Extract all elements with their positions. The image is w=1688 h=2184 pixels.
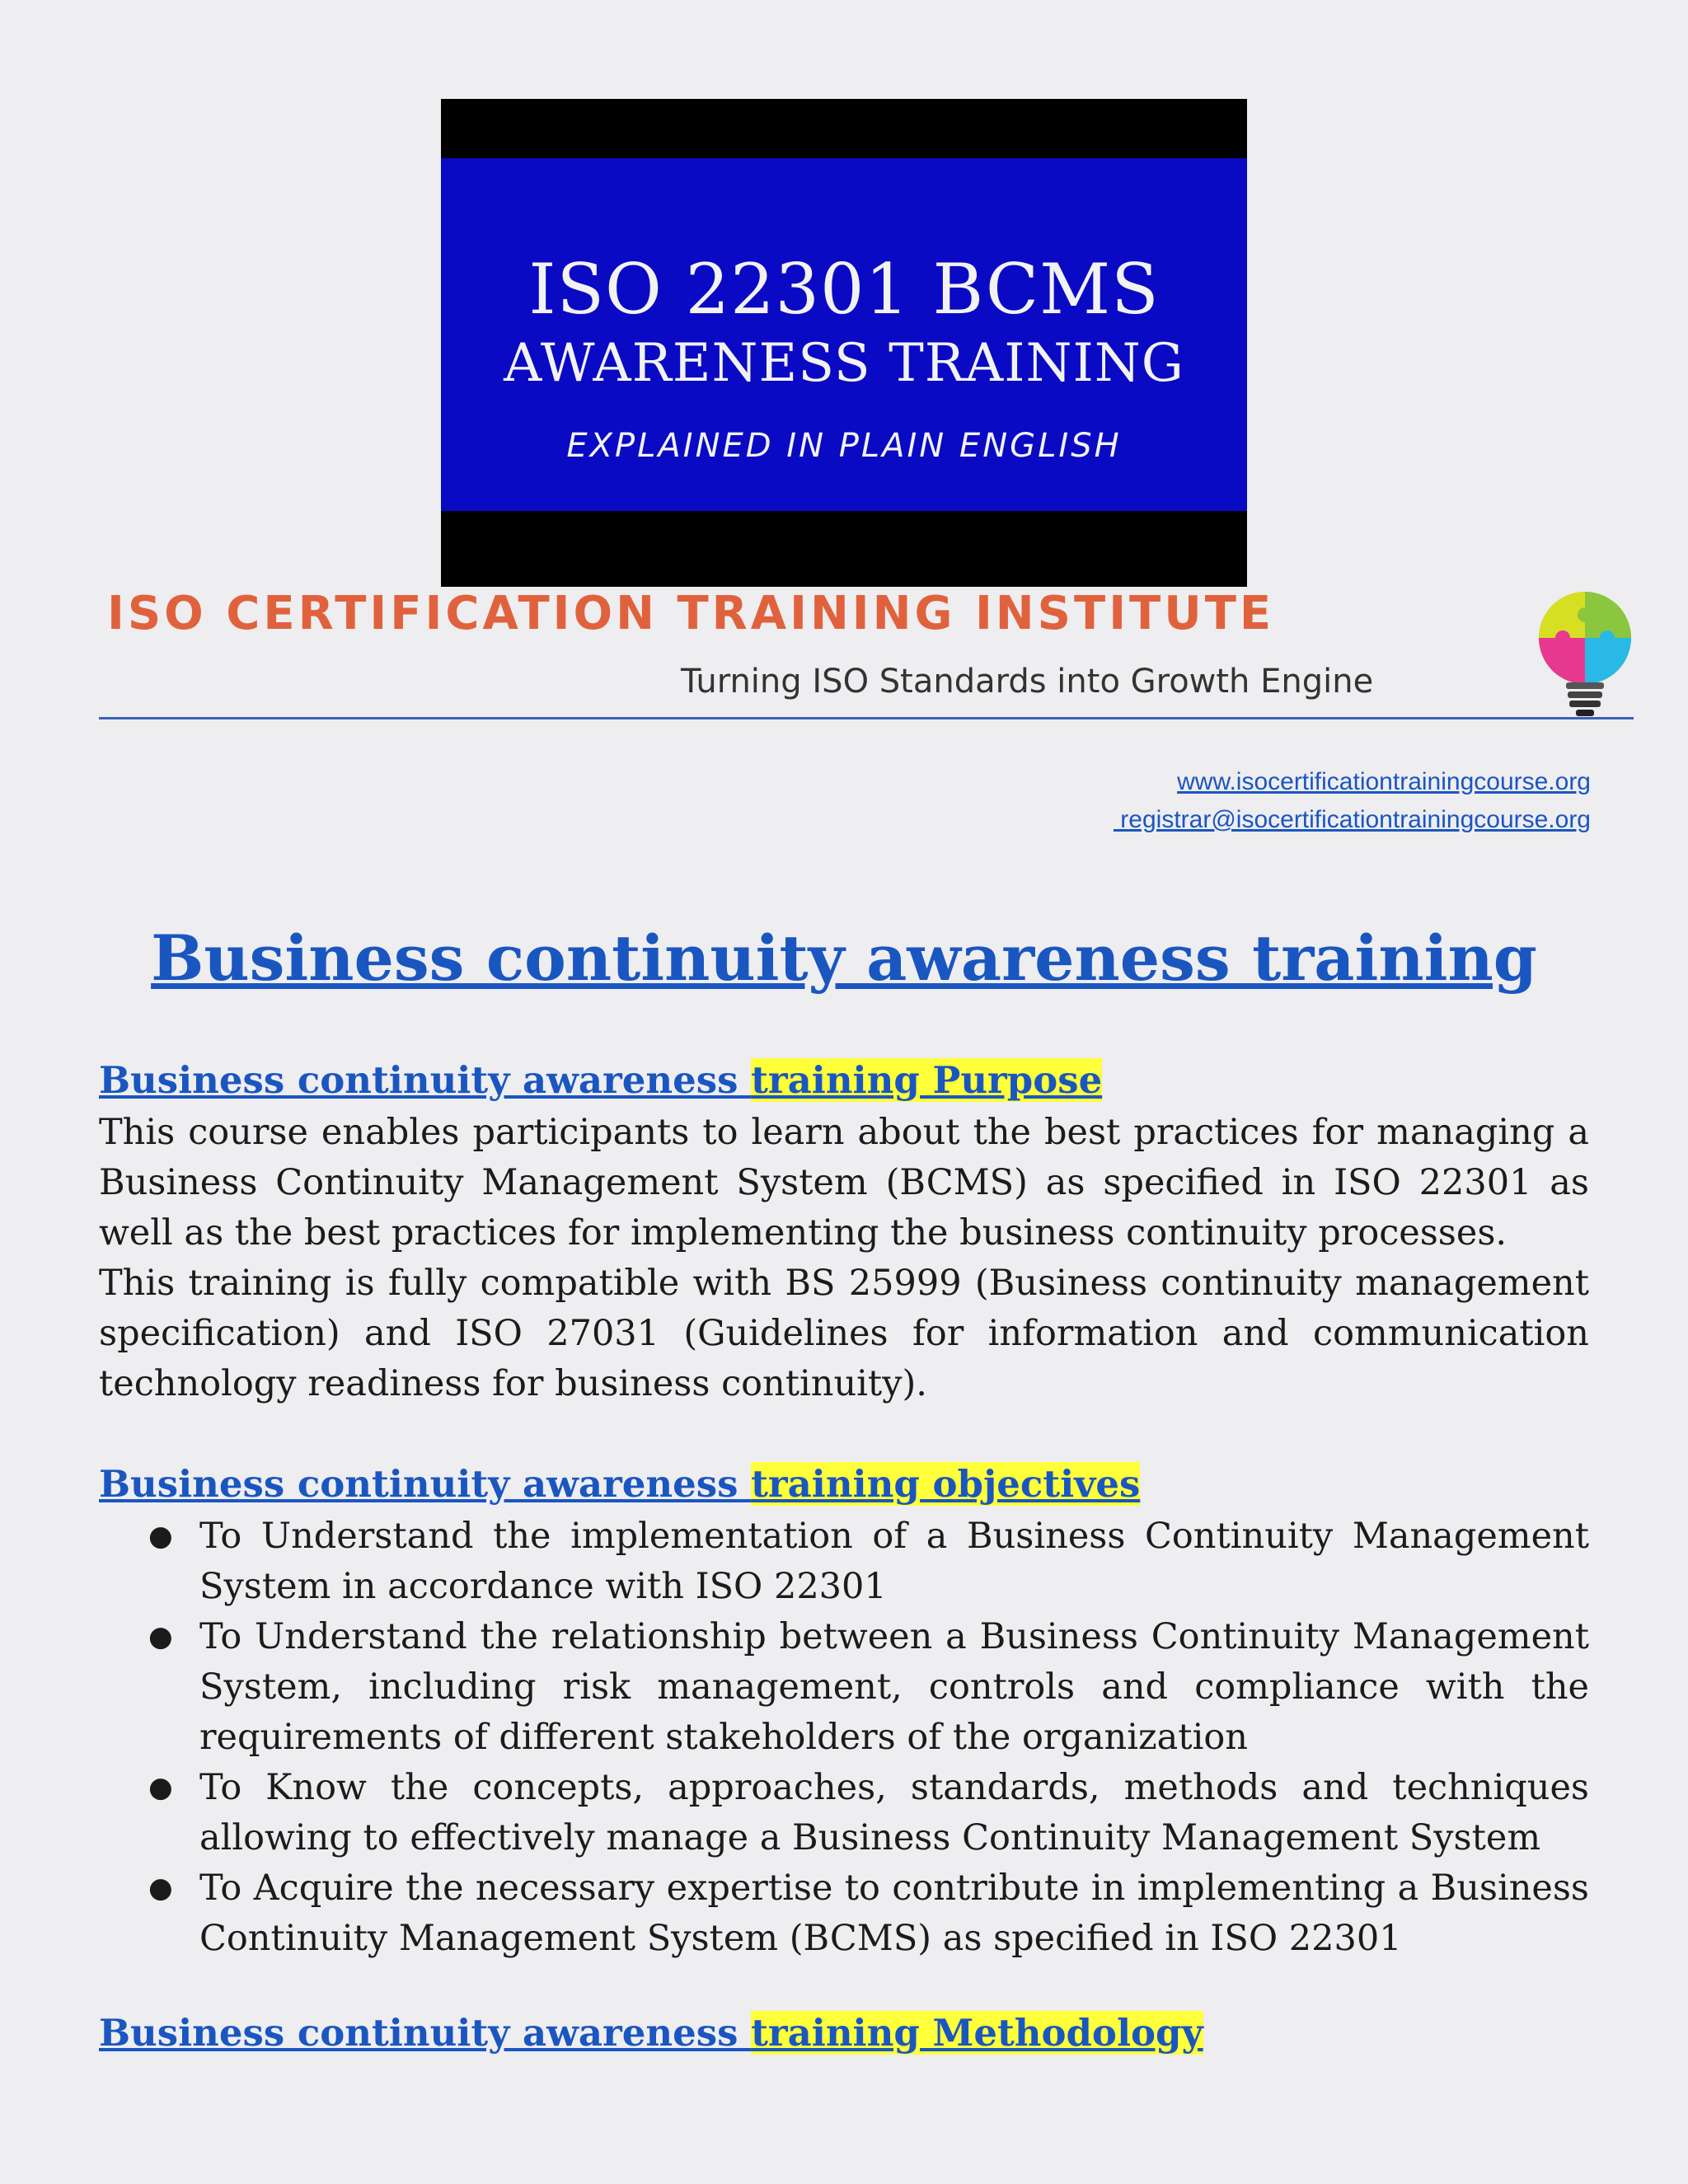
banner-subtitle: AWARENESS TRAINING [504, 333, 1184, 394]
website-link[interactable]: www.isocertificationtrainingcourse.org [1177, 768, 1591, 795]
objectives-heading [99, 1462, 1140, 1506]
objectives-heading-prefix: Business continuity awareness [99, 1462, 752, 1506]
banner-blue-panel [441, 158, 1247, 511]
banner-caption: EXPLAINED IN PLAIN ENGLISH [566, 427, 1122, 465]
banner-title: ISO 22301 BCMS [528, 249, 1160, 330]
institute-tagline: Turning ISO Standards into Growth Engine [681, 663, 1374, 701]
page-title: Business continuity awareness training [151, 921, 1537, 995]
list-item-text: To Know the concepts, approaches, standards, methods and techniques allowing to effectively manage a Business Continuity Management System [199, 1767, 1589, 1858]
list-item-text: To Acquire the necessary expertise to contribute in implementing a Business Continuity Management System (BCMS) as specified in ISO 22301 [199, 1868, 1589, 1959]
purpose-heading-highlight: training Purpose [751, 1058, 1103, 1102]
banner-image [441, 99, 1247, 587]
purpose-heading [99, 1058, 1102, 1102]
purpose-paragraph: This course enables participants to learn about the best practices for managing a Business Continuity Management System (BCMS) as specified in ISO 22301 as well as the best practices for implementing the business continuity processes. [99, 1112, 1589, 1254]
list-item-text: To Understand the implementation of a Business Continuity Management System in accordance with ISO 22301 [199, 1516, 1589, 1607]
list-item [99, 1511, 1589, 1612]
list-item [99, 1612, 1589, 1763]
bullet-icon: ● [148, 1872, 173, 1905]
objectives-list [99, 1511, 1589, 1964]
bullet-icon: ● [148, 1620, 173, 1653]
puzzle-lightbulb-icon [1535, 590, 1635, 719]
methodology-heading [99, 2011, 1203, 2055]
institute-name: ISO CERTIFICATION TRAINING INSTITUTE [107, 587, 1275, 640]
objectives-heading-highlight: training objectives [751, 1462, 1141, 1506]
purpose-paragraph: This training is fully compatible with BS 25999 (Business continuity management specification) and ISO 27031 (Guidelines for information and communication technology readiness for business continuity). [99, 1263, 1589, 1404]
list-item-text: To Understand the relationship between a Business Continuity Management System, including risk management, controls and compliance with the requirements of different stakeholders of the organization [199, 1616, 1589, 1758]
header-divider [99, 717, 1634, 719]
bullet-icon: ● [148, 1771, 173, 1804]
purpose-heading-prefix: Business continuity awareness [99, 1058, 752, 1102]
methodology-heading-prefix: Business continuity awareness [99, 2011, 752, 2055]
list-item [99, 1763, 1589, 1863]
bullet-icon: ● [148, 1520, 173, 1553]
email-link[interactable]: registrar@isocertificationtrainingcourse.org [1113, 806, 1591, 833]
list-item [99, 1863, 1589, 1964]
methodology-heading-highlight: training Methodology [751, 2011, 1203, 2055]
